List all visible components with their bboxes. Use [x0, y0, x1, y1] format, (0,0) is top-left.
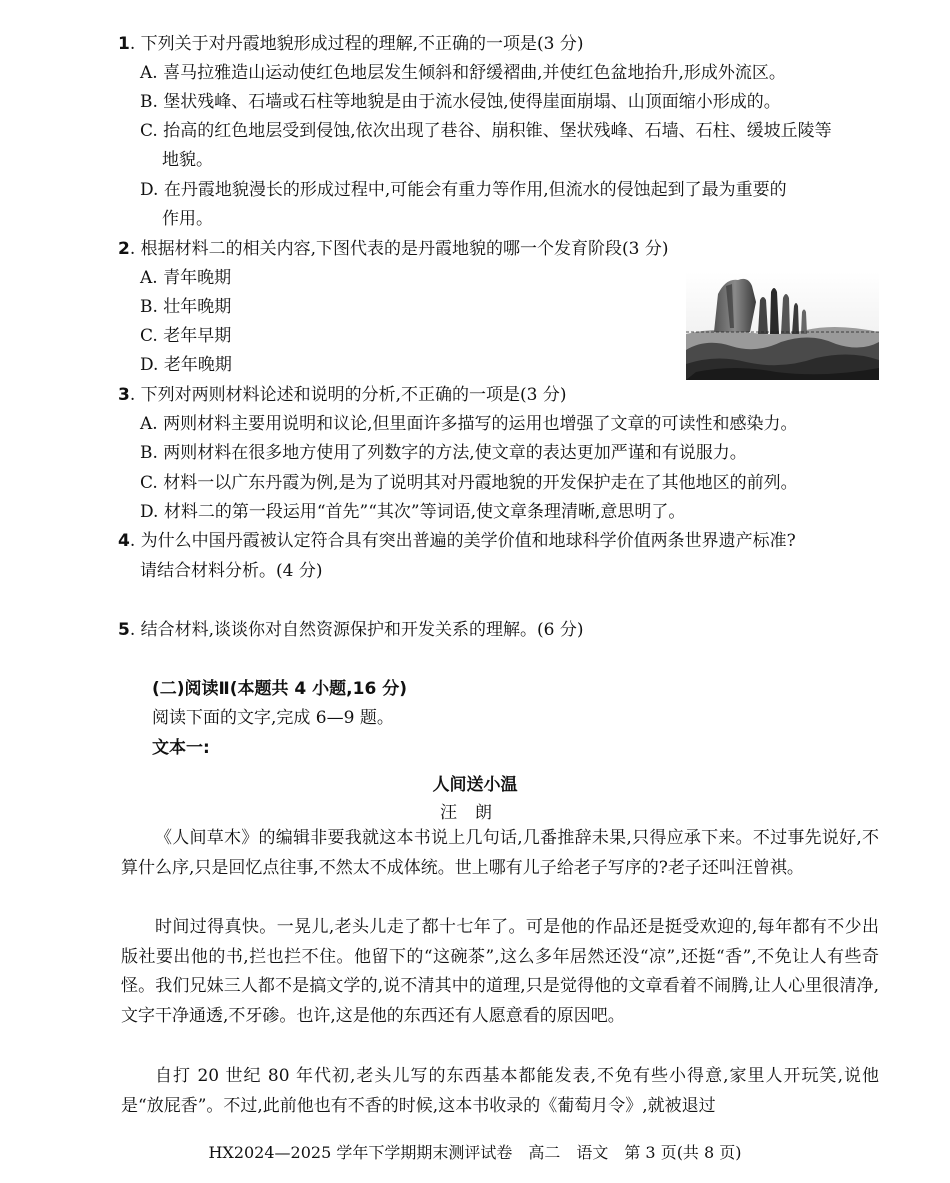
q1-option-c: C. 抬高的红色地层受到侵蚀,依次出现了巷谷、崩积锥、堡状残峰、石墙、石柱、缓坡丘陵等 — [140, 121, 832, 141]
q5-stem: 5. 结合材料,谈谈你对自然资源保护和开发关系的理解。(6 分) — [118, 620, 584, 640]
page-footer: HX2024—2025 学年下学期期末测评试卷 高二 语文 第 3 页(共 8 页) — [208, 1143, 742, 1162]
q3-option-a: A. 两则材料主要用说明和议论,但里面许多描写的运用也增强了文章的可读性和感染力。 — [140, 414, 798, 434]
q3-option-b: B. 两则材料在很多地方使用了列数字的方法,使文章的表达更加严谨和有说服力。 — [140, 443, 747, 463]
article-paragraph-2: 时间过得真快。一晃儿,老头儿走了都十七年了。可是他的作品还是挺受欢迎的,每年都有不少出版社要出他的书,拦也拦不住。他留下的“这碗茶”,这么多年居然还没“凉”,还挺“香”,不免让人有些奇怪。我们兄妹三人都不是搞文学的,说不清其中的道理,只是觉得他的文章看着不闹腾,让人心里很清净,文字干净通透,不牙碜。也许,这是他的东西还有人愿意看的原因吧。 — [121, 917, 879, 1027]
q3-option-c: C. 材料一以广东丹霞为例,是为了说明其对丹霞地貌的开发保护走在了其他地区的前列。 — [140, 473, 798, 493]
q1-option-d: D. 在丹霞地貌漫长的形成过程中,可能会有重力等作用,但流水的侵蚀起到了最为重要的 — [140, 180, 787, 200]
q2-option-a: A. 青年晚期 — [140, 268, 232, 288]
section-heading: (二)阅读Ⅱ(本题共 4 小题,16 分) — [152, 679, 407, 699]
article-paragraph-1: 《人间草木》的编辑非要我就这本书说上几句话,几番推辞未果,只得应承下来。不过事先说好,不算什么序,只是回忆点往事,不然太不成体统。世上哪有儿子给老子写序的?老子还叫汪曾祺。 — [121, 828, 879, 878]
section-instruction: 阅读下面的文字,完成 6—9 题。 — [152, 708, 394, 728]
q3-option-d: D. 材料二的第一段运用“首先”“其次”等词语,使文章条理清晰,意思明了。 — [140, 502, 686, 522]
q1-option-a: A. 喜马拉雅造山运动使红色地层发生倾斜和舒缓褶曲,并使红色盆地抬升,形成外流区。 — [140, 63, 786, 83]
q4-stem-cont: 请结合材料分析。(4 分) — [140, 561, 323, 581]
danxia-landform-image — [686, 272, 879, 380]
article-author: 汪朗 — [440, 803, 510, 823]
q2-option-d: D. 老年晚期 — [140, 355, 232, 375]
q1-stem: 1. 下列关于对丹霞地貌形成过程的理解,不正确的一项是(3 分) — [118, 34, 584, 54]
q1-option-c-cont: 地貌。 — [162, 150, 213, 170]
article-title: 人间送小温 — [432, 775, 518, 795]
q2-option-c: C. 老年早期 — [140, 326, 232, 346]
text-label: 文本一: — [152, 738, 210, 758]
q1-option-b: B. 堡状残峰、石墙或石柱等地貌是由于流水侵蚀,使得崖面崩塌、山顶面缩小形成的。 — [140, 92, 781, 112]
q3-stem: 3. 下列对两则材料论述和说明的分析,不正确的一项是(3 分) — [118, 385, 567, 405]
q2-stem: 2. 根据材料二的相关内容,下图代表的是丹霞地貌的哪一个发育阶段(3 分) — [118, 239, 669, 259]
article-paragraph-3: 自打 20 世纪 80 年代初,老头儿写的东西基本都能发表,不免有些小得意,家里人开玩笑,说他是“放屁香”。不过,此前他也有不香的时候,这本书收录的《葡萄月令》,就被退过 — [121, 1066, 879, 1116]
q4-stem: 4. 为什么中国丹霞被认定符合具有突出普遍的美学价值和地球科学价值两条世界遗产标准? — [118, 531, 796, 551]
q2-option-b: B. 壮年晚期 — [140, 297, 232, 317]
q1-option-d-cont: 作用。 — [162, 209, 213, 229]
